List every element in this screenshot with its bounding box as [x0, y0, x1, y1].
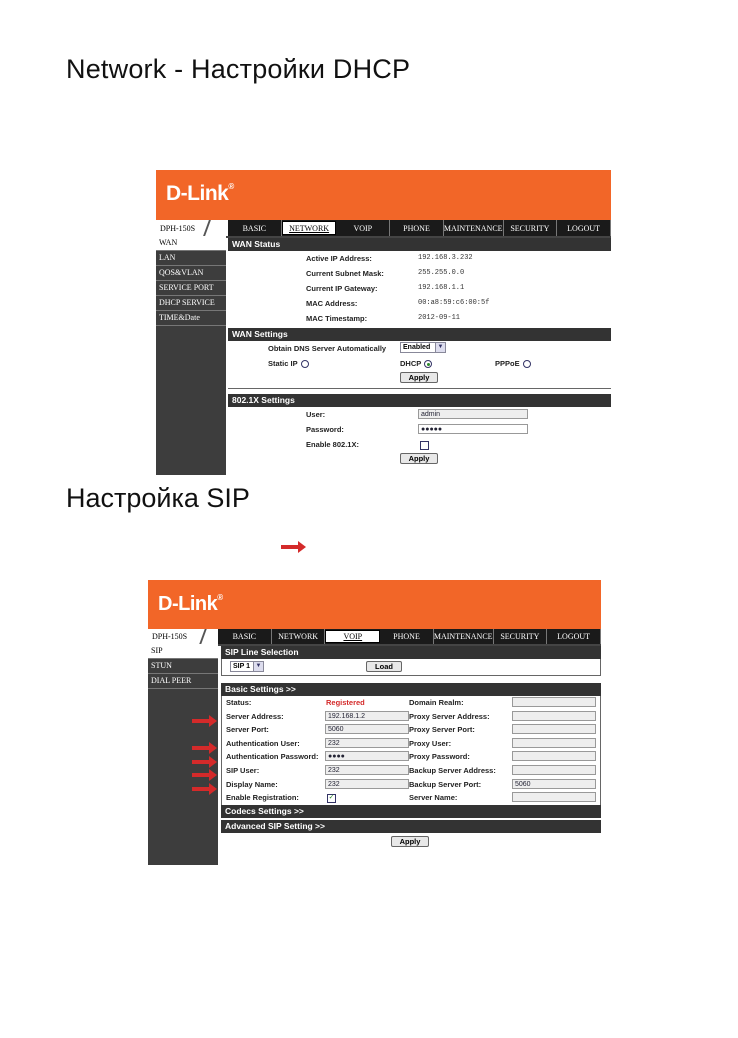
model-name: DPH-150S — [156, 220, 206, 236]
wan-status-label: Current IP Gateway: — [306, 284, 378, 293]
basic-settings-rows — [221, 696, 601, 805]
load-button[interactable]: Load — [366, 661, 402, 672]
basic-left-input[interactable]: ●●●● — [325, 751, 409, 761]
pppoe-option[interactable]: PPPoE — [495, 359, 531, 368]
main-content — [221, 646, 601, 865]
red-arrow-icon — [192, 719, 210, 723]
codecs-settings-header[interactable]: Codecs Settings >> — [221, 805, 601, 820]
basic-settings-row — [221, 737, 601, 751]
basic-left-label: Server Address: — [226, 711, 284, 721]
tab-security[interactable]: SECURITY — [494, 629, 548, 644]
basic-right-input[interactable] — [512, 751, 596, 761]
page-heading-sip: Настройка SIP — [66, 483, 250, 513]
red-arrow-icon — [281, 545, 299, 549]
wan-apply-button[interactable]: Apply — [400, 372, 438, 383]
sidebar-item-service-port[interactable]: SERVICE PORT — [156, 281, 226, 296]
dot1x-apply-button[interactable]: Apply — [400, 453, 438, 464]
wan-status-value: 192.168.3.232 — [418, 254, 473, 262]
tab-basic[interactable]: BASIC — [218, 629, 272, 644]
main-tabs — [218, 629, 601, 644]
sidebar-item-lan[interactable]: LAN — [156, 251, 226, 266]
wan-apply-row — [228, 371, 611, 388]
basic-right-label: Server Name: — [409, 793, 458, 803]
basic-settings-row — [221, 778, 601, 792]
basic-right-label: Backup Server Port: — [409, 779, 482, 789]
enable-registration-checkbox[interactable]: ✓ — [328, 794, 335, 802]
basic-left-input[interactable]: 192.168.1.2 — [325, 711, 409, 721]
wan-status-label: Current Subnet Mask: — [306, 269, 384, 278]
wan-status-row — [228, 311, 611, 326]
basic-left-label: Status: — [226, 698, 252, 707]
sidebar-item-qos-vlan[interactable]: QOS&VLAN — [156, 266, 226, 281]
basic-settings-row — [221, 791, 601, 805]
spacer — [221, 676, 601, 683]
red-arrow-icon — [192, 773, 210, 777]
sip-apply-button[interactable]: Apply — [391, 836, 429, 847]
sidebar-item-dial-peer[interactable]: DIAL PEER — [148, 674, 218, 689]
basic-left-label: Authentication Password: — [226, 752, 319, 762]
sip-line-select[interactable]: SIP 1 ▼ — [230, 661, 264, 672]
basic-left-label: Server Port: — [226, 725, 269, 735]
basic-right-input[interactable] — [512, 711, 596, 721]
basic-left-label: Display Name: — [226, 779, 278, 789]
basic-right-input[interactable] — [512, 724, 596, 734]
dot1x-password-input[interactable]: ●●●●● — [418, 424, 528, 434]
sidebar-item-time-date[interactable]: TIME&Date — [156, 311, 226, 326]
basic-settings-row — [221, 764, 601, 778]
sidebar-item-sip[interactable]: SIP — [148, 644, 218, 659]
wan-status-row — [228, 266, 611, 281]
basic-left-input[interactable]: 232 — [325, 779, 409, 789]
basic-right-label: Domain Realm: — [409, 698, 464, 707]
sidebar — [148, 644, 218, 865]
pppoe-radio[interactable] — [523, 360, 531, 368]
tab-network[interactable]: NETWORK — [272, 629, 326, 644]
dot1x-user-label: User: — [306, 410, 326, 419]
tab-logout[interactable]: LOGOUT — [547, 629, 601, 644]
basic-left-input[interactable]: 232 — [325, 738, 409, 748]
chevron-down-icon: ▼ — [253, 662, 263, 671]
wan-status-rows — [228, 251, 611, 326]
basic-right-input[interactable] — [512, 697, 596, 707]
dhcp-option[interactable]: DHCP — [400, 359, 432, 368]
static-ip-radio[interactable] — [301, 360, 309, 368]
dhcp-radio[interactable] — [424, 360, 432, 368]
advanced-sip-header[interactable]: Advanced SIP Setting >> — [221, 820, 601, 833]
basic-settings-row — [221, 696, 601, 710]
model-name: DPH-150S — [148, 629, 198, 644]
connection-type-row — [228, 356, 611, 371]
dot1x-enable-label: Enable 802.1X: — [306, 440, 359, 449]
main-content — [228, 238, 611, 475]
tab-network[interactable]: NETWORK — [282, 221, 337, 235]
sip-line-header: SIP Line Selection — [221, 646, 601, 659]
sip-apply-row — [221, 833, 601, 849]
dlink-logo: D-Link® — [158, 593, 223, 615]
tab-voip[interactable]: VOIP — [325, 630, 380, 643]
basic-settings-row — [221, 750, 601, 764]
tab-phone[interactable]: PHONE — [380, 629, 434, 644]
tab-maintenance[interactable]: MAINTENANCE — [444, 220, 504, 236]
dlink-logo: D-Link® — [166, 182, 234, 205]
dot1x-password-label: Password: — [306, 425, 344, 434]
basic-settings-row — [221, 723, 601, 737]
tab-basic[interactable]: BASIC — [228, 220, 282, 236]
dns-row — [228, 341, 611, 356]
dns-select[interactable]: Enabled ▼ — [400, 342, 446, 353]
basic-right-label: Proxy Server Port: — [409, 725, 475, 735]
tab-logout[interactable]: LOGOUT — [557, 220, 611, 236]
tab-security[interactable]: SECURITY — [504, 220, 558, 236]
wan-settings-header: WAN Settings — [228, 328, 611, 341]
wan-status-value: 255.255.0.0 — [418, 269, 465, 277]
basic-right-label: Proxy User: — [409, 738, 452, 748]
network-screenshot — [156, 170, 611, 475]
sidebar-item-stun[interactable]: STUN — [148, 659, 218, 674]
basic-right-label: Proxy Server Address: — [409, 711, 490, 721]
status-value: Registered — [326, 698, 365, 707]
dot1x-user-input[interactable]: admin — [418, 409, 528, 419]
dot1x-password-row — [228, 422, 611, 437]
red-arrow-icon — [192, 746, 210, 750]
dot1x-enable-row — [228, 437, 611, 452]
basic-right-label: Proxy Password: — [409, 752, 470, 762]
basic-settings-header[interactable]: Basic Settings >> — [221, 683, 601, 696]
wan-status-label: Active IP Address: — [306, 254, 372, 263]
wan-status-value: 00:a8:59:c6:00:5f — [418, 299, 490, 307]
wan-status-label: MAC Address: — [306, 299, 358, 308]
wan-status-label: MAC Timestamp: — [306, 314, 368, 323]
wan-status-row — [228, 296, 611, 311]
chevron-down-icon: ▼ — [435, 343, 445, 352]
basic-left-input[interactable]: 232 — [325, 765, 409, 775]
sidebar — [156, 236, 226, 475]
sidebar-item-dhcp-service[interactable]: DHCP SERVICE — [156, 296, 226, 311]
tab-phone[interactable]: PHONE — [390, 220, 444, 236]
sip-line-row — [221, 659, 601, 676]
dot1x-user-row — [228, 407, 611, 422]
basic-right-input[interactable] — [512, 765, 596, 775]
wan-status-row — [228, 251, 611, 266]
wan-status-value: 2012-09-11 — [418, 314, 461, 322]
static-ip-option[interactable]: Static IP — [268, 359, 309, 368]
basic-left-label: Enable Registration: — [226, 793, 299, 803]
wan-status-value: 192.168.1.1 — [418, 284, 465, 292]
dlink-banner — [148, 580, 601, 629]
dlink-banner — [156, 170, 611, 220]
red-arrow-icon — [192, 787, 210, 791]
tab-voip[interactable]: VOIP — [336, 220, 390, 236]
basic-right-input[interactable] — [512, 738, 596, 748]
basic-left-label: SIP User: — [226, 765, 260, 775]
basic-right-input[interactable]: 5060 — [512, 779, 596, 789]
dot1x-header: 802.1X Settings — [228, 394, 611, 407]
dot1x-apply-row — [228, 452, 611, 467]
main-tabs — [228, 220, 611, 236]
sidebar-item-wan[interactable]: WAN — [156, 236, 226, 251]
wan-status-row — [228, 281, 611, 296]
basic-left-label: Authentication User: — [226, 738, 300, 748]
red-arrow-icon — [192, 760, 210, 764]
basic-right-input[interactable] — [512, 792, 596, 802]
page-heading-network: Network - Настройки DHCP — [66, 54, 411, 84]
dot1x-enable-checkbox[interactable] — [420, 441, 429, 450]
basic-right-label: Backup Server Address: — [409, 765, 496, 775]
basic-left-input[interactable]: 5060 — [325, 724, 409, 734]
tab-maintenance[interactable]: MAINTENANCE — [434, 629, 494, 644]
basic-settings-row — [221, 710, 601, 724]
dns-label: Obtain DNS Server Automatically — [268, 344, 387, 353]
wan-status-header: WAN Status — [228, 238, 611, 251]
